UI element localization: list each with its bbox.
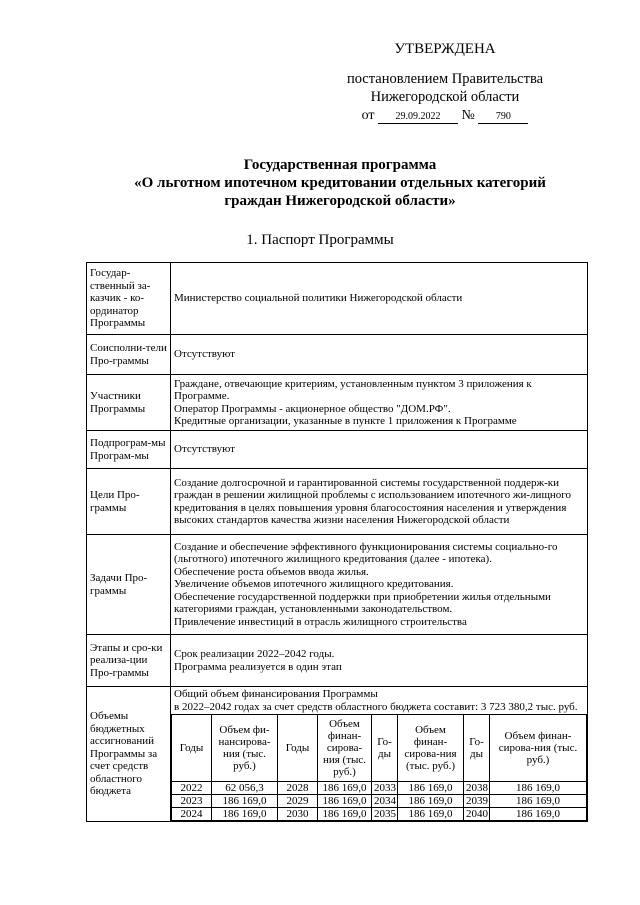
approval-status: УТВЕРЖДЕНА <box>394 41 496 57</box>
header-cell: Годы <box>172 715 212 782</box>
year-cell: 2028 <box>278 782 318 795</box>
passport-table <box>86 262 588 822</box>
year-cell: 2030 <box>278 808 318 821</box>
header-cell: Годы <box>278 715 318 782</box>
amount-cell: 186 169,0 <box>398 795 464 808</box>
row-value: Создание долгосрочной и гарантированной системы государственной поддерж-ки граждан в решении жилищной проблемы с использованием ипотечного жи-лищного кредитования в целях повышения уровня благосостояния населения и утверждения высоких стандартов качества жизни населения Нижегородской области <box>171 469 588 535</box>
row-value: Создание и обеспечение эффективного функционирования системы социально-го (льготного) ипотечного жилищного кредитования (далее - ипотека). Обеспечение роста объемов ввода жилья. Увеличение объемов ипотечного жилищного кредитования. Обеспечение государственной поддержки при приобретении жилья отдельными категориями граждан, установленными законодательством. Привлечение инвестиций в отрасль жилищного строительства <box>171 535 588 635</box>
year-cell: 2023 <box>172 795 212 808</box>
year-cell: 2040 <box>464 808 490 821</box>
header-cell: Объем финан-сирова-ния (тыс. руб.) <box>398 715 464 782</box>
header-cell: Го-ды <box>464 715 490 782</box>
date-prefix: от <box>361 108 375 123</box>
approval-date-row <box>330 107 560 125</box>
year-cell: 2024 <box>172 808 212 821</box>
financing-table <box>171 714 587 821</box>
row-label: Государ-ственный за-казчик - ко-ординатор Программы <box>87 263 171 335</box>
financing-intro-line-1: Общий объем финансирования Программы <box>174 688 378 700</box>
amount-cell: 186 169,0 <box>318 808 372 821</box>
year-cell: 2035 <box>372 808 398 821</box>
year-cell: 2022 <box>172 782 212 795</box>
title-line-2: «О льготном ипотечном кредитовании отдельных категорий <box>134 175 546 191</box>
row-label: Участники Программы <box>87 375 171 431</box>
row-value: Отсутствуют <box>171 335 588 375</box>
amount-cell: 186 169,0 <box>318 782 372 795</box>
financing-intro-line-2: в 2022–2042 годах за счет средств областного бюджета составит: 3 723 380,2 тыс. руб. <box>174 700 578 713</box>
number-prefix: № <box>461 108 475 123</box>
approval-date: 29.09.2022 <box>378 111 458 124</box>
amount-cell: 62 056,3 <box>212 782 278 795</box>
approval-number: 790 <box>478 111 528 124</box>
row-label: Задачи Про-граммы <box>87 535 171 635</box>
amount-cell: 186 169,0 <box>490 782 587 795</box>
amount-cell: 186 169,0 <box>212 808 278 821</box>
amount-cell: 186 169,0 <box>318 795 372 808</box>
row-value: Срок реализации 2022–2042 годы. Программа реализуется в один этап <box>171 635 588 687</box>
title-line-1: Государственная программа <box>243 157 437 173</box>
financing-row <box>87 687 588 822</box>
approval-line-1: постановлением Правительства <box>346 71 544 87</box>
year-cell: 2029 <box>278 795 318 808</box>
amount-cell: 186 169,0 <box>212 795 278 808</box>
financing-data-row <box>172 808 587 821</box>
document-title <box>60 156 620 210</box>
passport-row <box>87 535 588 635</box>
passport-row <box>87 469 588 535</box>
financing-header-row <box>172 715 587 782</box>
approval-stamp <box>330 40 560 125</box>
row-value: Отсутствуют <box>171 431 588 469</box>
financing-data-row <box>172 795 587 808</box>
row-value: Граждане, отвечающие критериям, установленным пунктом 3 приложения к Программе. Оператор Программы - акционерное общество "ДОМ.РФ". Кредитные организации, указанные в пункте 1 приложения к Программе <box>171 375 588 431</box>
passport-row <box>87 431 588 469</box>
amount-cell: 186 169,0 <box>490 795 587 808</box>
amount-cell: 186 169,0 <box>398 808 464 821</box>
header-cell: Объем финан-сирова-ния (тыс. руб.) <box>490 715 587 782</box>
row-label: Соисполни-тели Про-граммы <box>87 335 171 375</box>
amount-cell: 186 169,0 <box>490 808 587 821</box>
passport-row <box>87 263 588 335</box>
financing-label: Объемы бюджетных ассигнований Программы за счет средств областного бюджета <box>87 687 171 822</box>
year-cell: 2039 <box>464 795 490 808</box>
section-heading: 1. Паспорт Программы <box>246 232 394 248</box>
row-value: Министерство социальной политики Нижегородской области <box>171 263 588 335</box>
approval-line-2: Нижегородской области <box>370 89 520 105</box>
financing-intro <box>171 687 587 714</box>
year-cell: 2038 <box>464 782 490 795</box>
row-label: Этапы и сро-ки реализа-ции Про-граммы <box>87 635 171 687</box>
passport-row <box>87 335 588 375</box>
financing-cell <box>171 687 588 822</box>
header-cell: Объем фи-нансирова-ния (тыс. руб.) <box>212 715 278 782</box>
title-line-3: граждан Нижегородской области» <box>224 193 456 209</box>
row-label: Подпрограм-мы Програм-мы <box>87 431 171 469</box>
header-cell: Го-ды <box>372 715 398 782</box>
financing-data-row <box>172 782 587 795</box>
passport-row <box>87 635 588 687</box>
passport-row <box>87 375 588 431</box>
year-cell: 2033 <box>372 782 398 795</box>
year-cell: 2034 <box>372 795 398 808</box>
row-label: Цели Про-граммы <box>87 469 171 535</box>
amount-cell: 186 169,0 <box>398 782 464 795</box>
header-cell: Объем финан-сирова-ния (тыс. руб.) <box>318 715 372 782</box>
